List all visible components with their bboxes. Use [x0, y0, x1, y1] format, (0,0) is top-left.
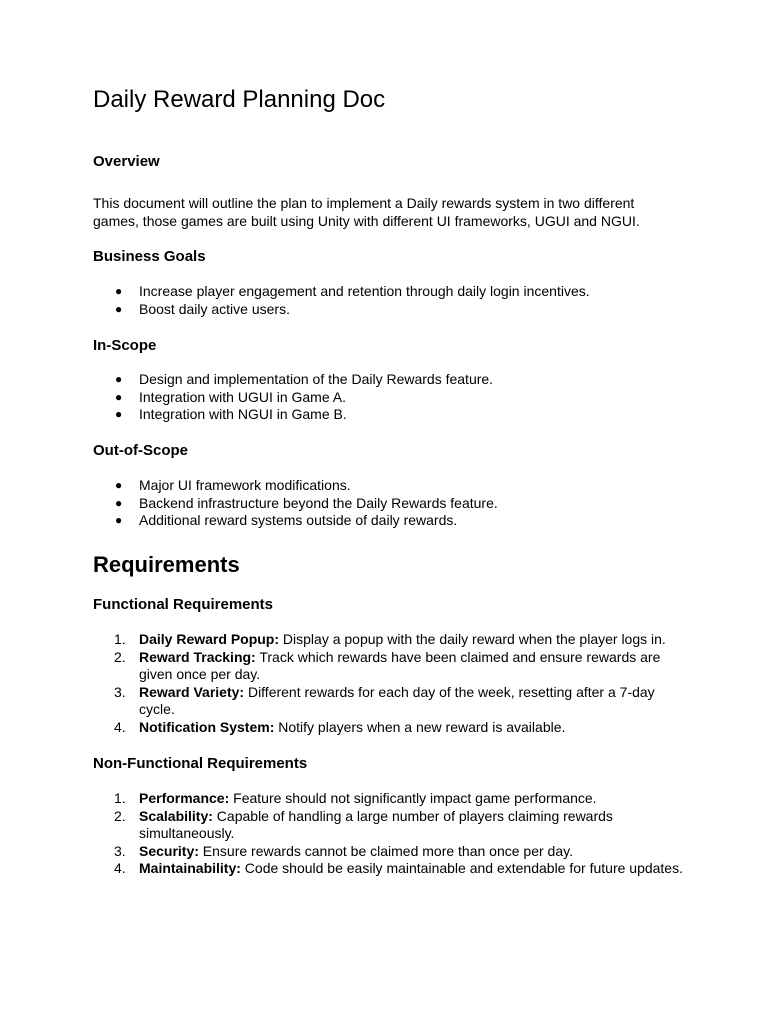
bullet-icon: ● — [115, 513, 123, 527]
requirement-text: Track which rewards have been claimed and ensure rewards are given once per day. — [139, 648, 661, 682]
list-item — [93, 512, 683, 530]
list-item-text: Design and implementation of the Daily Rewards feature. — [139, 371, 494, 387]
out-of-scope-heading: Out-of-Scope — [93, 442, 188, 459]
non-functional-requirements-heading: Non-Functional Requirements — [93, 755, 308, 772]
list-item — [93, 684, 683, 719]
list-item-text: Increase player engagement and retention through daily login incentives. — [139, 283, 590, 299]
bullet-icon: ● — [115, 372, 123, 386]
requirement-term: Security: — [139, 842, 199, 859]
list-item — [93, 389, 683, 407]
list-item — [93, 790, 683, 808]
bullet-icon: ● — [115, 301, 123, 316]
overview-paragraph: This document will outline the plan to implement a Daily rewards system in two different games, those games are built using Unity with different UI frameworks, UGUI and NGUI. — [93, 195, 640, 229]
list-item — [93, 477, 683, 495]
list-number: 1. — [114, 790, 126, 806]
document-title: Daily Reward Planning Doc — [93, 86, 386, 113]
requirement-term: Daily Reward Popup: — [139, 631, 280, 647]
list-item — [93, 649, 683, 684]
list-item-text: Boost daily active users. — [139, 300, 290, 317]
requirement-text: Ensure rewards cannot be claimed more than once per day. — [198, 842, 573, 859]
list-item — [93, 843, 683, 861]
requirement-text: Display a popup with the daily reward when the player logs in. — [279, 631, 666, 647]
requirement-text: Feature should not significantly impact game performance. — [229, 790, 597, 806]
business-goals-list — [93, 283, 683, 318]
requirement-term: Maintainability: — [139, 860, 241, 876]
requirement-term: Performance: — [139, 790, 230, 806]
list-item — [93, 631, 683, 649]
list-item — [93, 371, 683, 389]
bullet-icon: ● — [115, 495, 123, 510]
list-item-text: Backend infrastructure beyond the Daily Rewards feature. — [139, 494, 498, 511]
list-item — [93, 860, 683, 878]
requirement-text: Different rewards for each day of the week, resetting after a 7-day cycle. — [139, 683, 655, 717]
list-item — [93, 808, 683, 843]
list-item — [93, 495, 683, 513]
functional-requirements-heading: Functional Requirements — [93, 596, 274, 613]
list-item — [93, 719, 683, 737]
requirement-term: Reward Tracking: — [139, 648, 256, 665]
in-scope-heading: In-Scope — [93, 337, 157, 354]
in-scope-list — [93, 371, 683, 424]
list-number: 3. — [114, 683, 126, 700]
bullet-icon: ● — [115, 407, 123, 421]
requirement-text: Capable of handling a large number of players claiming rewards simultaneously. — [139, 807, 613, 841]
list-number: 4. — [114, 718, 126, 735]
requirement-text: Notify players when a new reward is available. — [274, 718, 566, 735]
list-number: 4. — [114, 860, 126, 876]
list-item-text: Integration with UGUI in Game A. — [139, 388, 346, 405]
out-of-scope-list — [93, 477, 683, 530]
list-item-text: Integration with NGUI in Game B. — [139, 406, 347, 422]
functional-requirements-list — [93, 631, 683, 736]
list-number: 2. — [114, 807, 126, 824]
list-item-text: Additional reward systems outside of daily rewards. — [139, 512, 458, 528]
list-number: 2. — [114, 648, 126, 665]
non-functional-requirements-list — [93, 790, 683, 878]
list-number: 1. — [114, 631, 126, 647]
requirement-term: Scalability: — [139, 807, 213, 824]
requirement-term: Reward Variety: — [139, 683, 245, 700]
requirement-term: Notification System: — [139, 718, 275, 735]
bullet-icon: ● — [115, 478, 123, 492]
list-item-text: Major UI framework modifications. — [139, 477, 351, 493]
overview-heading: Overview — [93, 153, 160, 170]
list-item — [93, 301, 683, 319]
bullet-icon: ● — [115, 284, 123, 298]
requirement-text: Code should be easily maintainable and extendable for future updates. — [240, 860, 683, 876]
list-item — [93, 406, 683, 424]
requirements-heading: Requirements — [93, 552, 240, 577]
list-number: 3. — [114, 842, 126, 859]
list-item — [93, 283, 683, 301]
business-goals-heading: Business Goals — [93, 248, 206, 265]
bullet-icon: ● — [115, 389, 123, 404]
